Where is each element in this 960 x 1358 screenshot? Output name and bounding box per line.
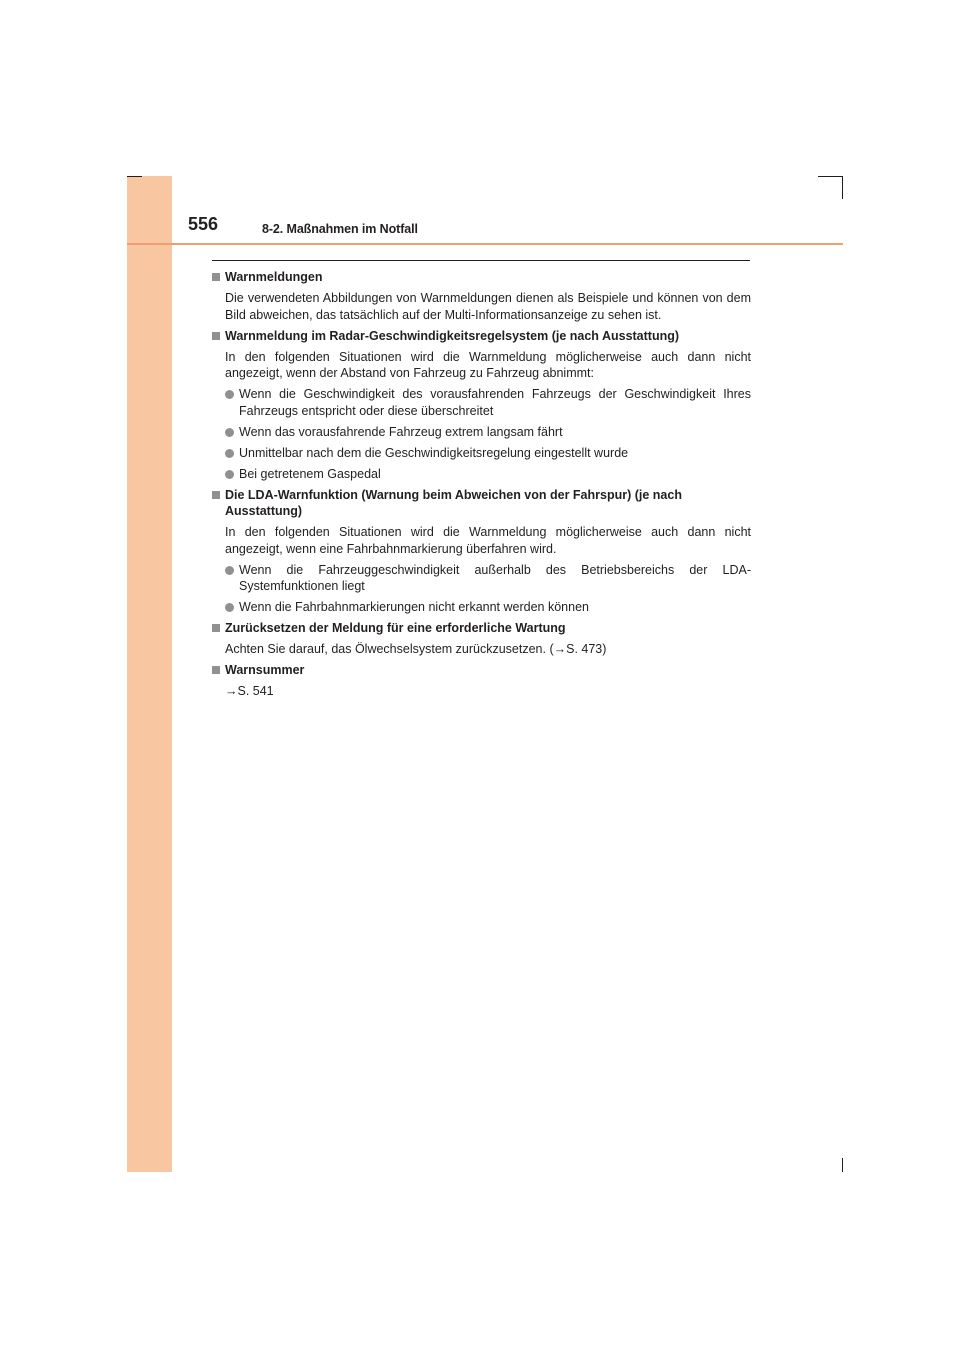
square-bullet-icon <box>212 666 220 674</box>
square-bullet-icon <box>212 624 220 632</box>
paragraph: Achten Sie darauf, das Ölwechselsystem zurückzusetzen. (→S. 473) <box>225 642 607 656</box>
paragraph: In den folgenden Situationen wird die Warnmeldung möglicherweise auch dann nicht angezeigt, wenn eine Fahrbahnmarkierung überfahren wird. <box>225 525 751 556</box>
square-bullet-icon <box>212 273 220 281</box>
chapter-sidebar-tab <box>127 176 172 1172</box>
circle-bullet-icon <box>225 449 234 458</box>
content-top-rule <box>212 260 750 261</box>
section-title: 8-2. Maßnahmen im Notfall <box>262 222 418 236</box>
content-body <box>212 269 751 700</box>
circle-bullet-icon <box>225 566 234 575</box>
subheading: Die LDA-Warnfunktion (Warnung beim Abweichen von der Fahrspur) (je nach Ausstattung) <box>212 487 751 520</box>
circle-bullet-icon <box>225 603 234 612</box>
page-reference-link[interactable]: →S. 541 <box>225 684 274 698</box>
list-item: Bei getretenem Gaspedal <box>212 466 751 483</box>
list-item: Wenn die Fahrzeuggeschwindigkeit außerhalb des Betriebsbereichs der LDA-Systemfunktionen liegt <box>212 562 751 595</box>
subheading: Zurücksetzen der Meldung für eine erforderliche Wartung <box>212 620 751 637</box>
page-number: 556 <box>188 214 219 234</box>
crop-mark <box>842 176 843 199</box>
list-item: Unmittelbar nach dem die Geschwindigkeitsregelung eingestellt wurde <box>212 445 751 462</box>
circle-bullet-icon <box>225 470 234 479</box>
square-bullet-icon <box>212 491 220 499</box>
subheading: Warnmeldung im Radar-Geschwindigkeitsregelsystem (je nach Ausstattung) <box>212 328 751 345</box>
crop-mark <box>842 1158 843 1172</box>
header-rule <box>127 243 843 245</box>
paragraph: In den folgenden Situationen wird die Warnmeldung möglicherweise auch dann nicht angezeigt, wenn der Abstand von Fahrzeug zu Fahrzeug abnimmt: <box>225 349 751 380</box>
square-bullet-icon <box>212 332 220 340</box>
crop-mark <box>127 176 142 177</box>
paragraph: Die verwendeten Abbildungen von Warnmeldungen dienen als Beispiele und können von dem Bild abweichen, das tatsächlich auf der Multi-Informationsanzeige zu sehen ist. <box>225 291 751 322</box>
circle-bullet-icon <box>225 428 234 437</box>
subheading: Warnsummer <box>212 662 751 679</box>
subheading: Warnmeldungen <box>212 269 751 286</box>
list-item: Wenn die Geschwindigkeit des vorausfahrenden Fahrzeugs der Geschwindigkeit Ihres Fahrzeugs entspricht oder diese überschreitet <box>212 386 751 419</box>
list-item: Wenn die Fahrbahnmarkierungen nicht erkannt werden können <box>212 599 751 616</box>
list-item: Wenn das vorausfahrende Fahrzeug extrem langsam fährt <box>212 424 751 441</box>
circle-bullet-icon <box>225 390 234 399</box>
crop-mark <box>818 176 843 177</box>
